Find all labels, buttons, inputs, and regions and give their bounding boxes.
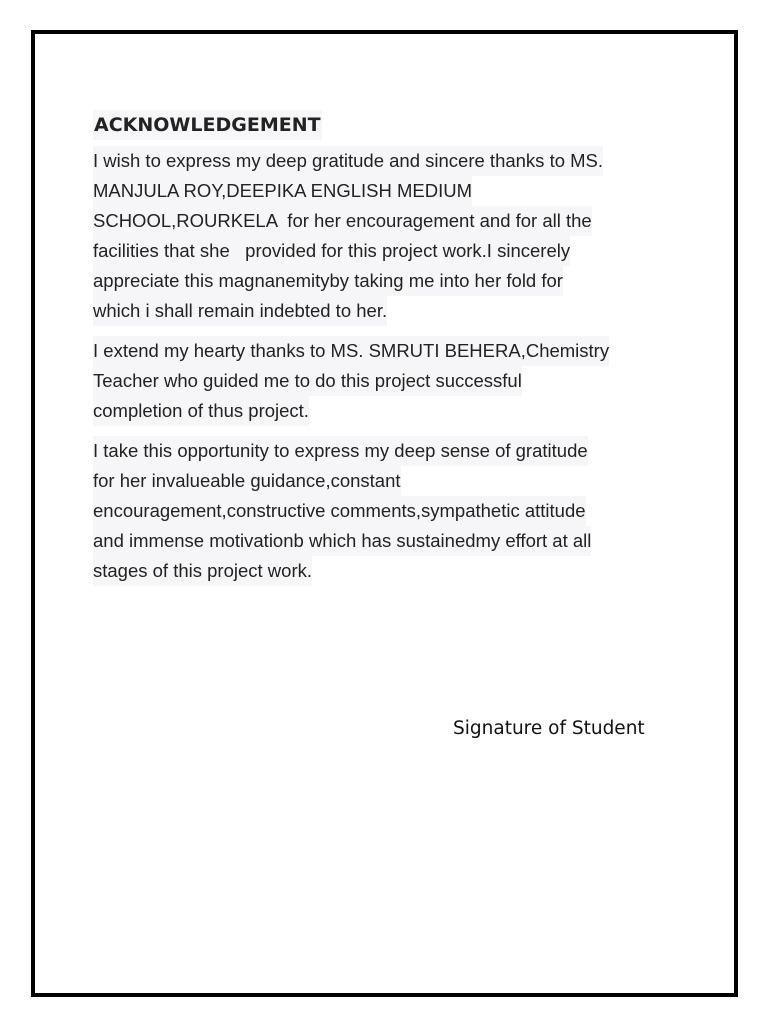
paragraph-line: for her invalueable guidance,constant xyxy=(93,466,401,496)
signature-label: Signature of Student xyxy=(453,718,645,739)
paragraph-line: stages of this project work. xyxy=(93,556,312,586)
paragraph-line: I extend my hearty thanks to MS. SMRUTI BEHERA,Chemistry xyxy=(93,336,609,366)
paragraph-line: MANJULA ROY,DEEPIKA ENGLISH MEDIUM xyxy=(93,176,472,206)
paragraph-line: encouragement,constructive comments,sympathetic attitude xyxy=(93,496,586,526)
paragraph-2 xyxy=(93,336,663,426)
paragraph-line: I wish to express my deep gratitude and sincere thanks to MS. xyxy=(93,146,603,176)
paragraph-line: which i shall remain indebted to her. xyxy=(93,296,387,326)
paragraph-line: SCHOOL,ROURKELA for her encouragement and for all the xyxy=(93,206,592,236)
paragraph-line: completion of thus project. xyxy=(93,396,309,426)
document-heading: ACKNOWLEDGEMENT xyxy=(93,110,322,140)
document-body xyxy=(93,110,663,596)
paragraph-line: facilities that she provided for this project work.I sincerely xyxy=(93,236,570,266)
paragraph-line: I take this opportunity to express my deep sense of gratitude xyxy=(93,436,588,466)
paragraph-1 xyxy=(93,146,663,326)
paragraph-3 xyxy=(93,436,663,586)
paragraph-line: and immense motivationb which has sustainedmy effort at all xyxy=(93,526,591,556)
paragraph-line: Teacher who guided me to do this project successful xyxy=(93,366,522,396)
paragraph-line: appreciate this magnanemityby taking me into her fold for xyxy=(93,266,563,296)
